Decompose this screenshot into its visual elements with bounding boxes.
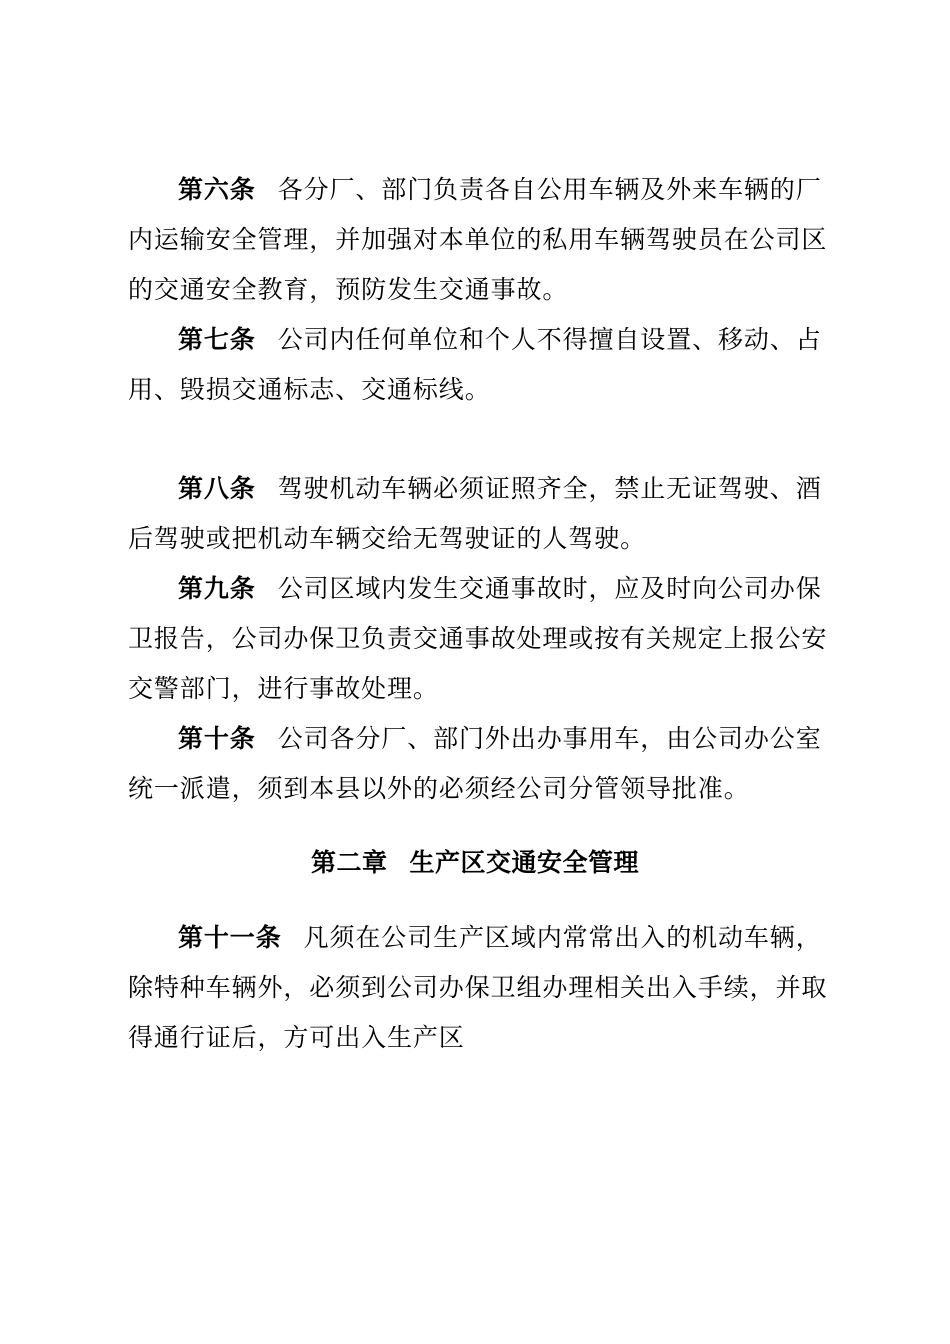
article-6-label: 第六条 [178, 175, 256, 204]
article-8-line-1 [178, 472, 878, 506]
article-9-line-2: 卫报告，公司办保卫负责交通事故处理或按有关规定上报公安 [128, 624, 828, 653]
article-10-line-2: 统一派遣，须到本县以外的必须经公司分管领导批准。 [128, 774, 750, 803]
article-10-label: 第十条 [178, 724, 256, 753]
article-11-line-3: 得通行证后，方可出入生产区 [128, 1023, 465, 1052]
article-8-text-1: 驾驶机动车辆必须证照齐全，禁止无证驾驶、酒 [277, 474, 822, 503]
article-9-line-1 [178, 572, 878, 606]
article-11-label: 第十一条 [178, 923, 282, 952]
article-6-line-3: 的交通安全教育，预防发生交通事故。 [128, 275, 569, 304]
article-9-line-3: 交警部门，进行事故处理。 [128, 674, 439, 703]
article-9-label: 第九条 [178, 574, 256, 603]
article-7-text-1: 公司内任何单位和个人不得擅自设置、移动、占 [277, 325, 822, 354]
article-8-label: 第八条 [178, 474, 256, 503]
article-6-text-1: 各分厂、部门负责各自公用车辆及外来车辆的厂 [277, 175, 822, 204]
chapter-heading [0, 846, 950, 880]
article-10-line-1 [178, 722, 878, 756]
article-11-line-2: 除特种车辆外，必须到公司办保卫组办理相关出入手续，并取 [128, 973, 828, 1002]
article-6-line-1 [178, 173, 878, 207]
article-10-text-1: 公司各分厂、部门外出办事用车，由公司办公室 [277, 724, 822, 753]
article-11-line-1 [178, 921, 878, 955]
article-8-line-2: 后驾驶或把机动车辆交给无驾驶证的人驾驶。 [128, 524, 647, 553]
article-9-text-1: 公司区域内发生交通事故时，应及时向公司办保 [277, 574, 822, 603]
article-7-line-2: 用、毁损交通标志、交通标线。 [128, 375, 491, 404]
article-6-line-2: 内运输安全管理，并加强对本单位的私用车辆驾驶员在公司区 [128, 225, 828, 254]
article-7-line-1 [178, 323, 878, 357]
chapter-title: 生产区交通安全管理 [409, 848, 640, 877]
article-11-text-1: 凡须在公司生产区域内常常出入的机动车辆， [303, 923, 822, 952]
chapter-number: 第二章 [310, 848, 388, 877]
article-7-label: 第七条 [178, 325, 256, 354]
